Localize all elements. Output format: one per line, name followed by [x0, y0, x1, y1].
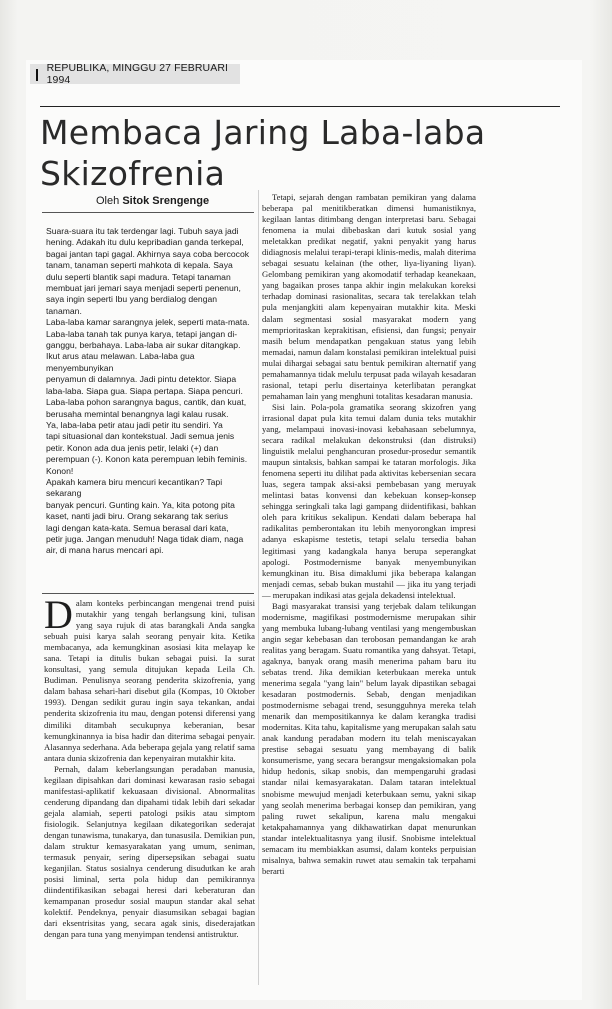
poem-line: Suara-suara itu tak terdengar lagi. Tubuh saya jadi [46, 226, 239, 236]
article-paragraph: Sisi lain. Pola-pola gramatika seorang skizofren yang irrasional dapat pula kita temui dalam dunia teks mutakhir yang, melampaui inovasi-inovasi kebahasaan sebelumnya, secara radikal melakukan dekonstruksi (dan distruksi) linguistik melalui penghancuran prosedur-prosedur semantik maupun sintaksis, bahkan sampai ke tataran morfologis. Jika fenomena seperti itu dilihat pada aktivitas kebersenian secara luas, segera tampak aksi-aksi pembebasan yang meruyak melintasi batas konvensi dan kebekuan konsep-konsep sehingga seringkali taka lagi gampang diidentifikasi, bahkan oleh para kritikus sekalipun. Kendati dalam beberapa hal radikalitas pemberontakan itu lebih menyorongkan impresi adanya eskapisme testetis, tetapi selalu tersedia bahan legitimasi yang kadangkala hanya berupa seperangkat apologi. Postmodernisme banyak menyembunyikan kemungkinan itu. Bisa dimaklumi jika beberapa kalangan menjadi cemas, sebab bukan mustahil — jika itu yang terjadi — merupakan indikasi atas gejala dekadensi intelektual. [262, 401, 476, 600]
poem-line: laba-laba. Siapa gua. Siapa pertapa. Siapa pencuri. [46, 385, 243, 396]
poem-line: Ikut arus atau melawan. Laba-laba gua [46, 351, 195, 362]
article-paragraph: Tetapi, sejarah dengan rambatan pemikiran yang dalama beberapa pal menitikberatkan dimensi humanistiknya, kegilaan lantas ditimbang dengan interpretasi baru. Sebagai fenomena ia mulai dibebaskan dari kutuk sosial yang meletakkan predikat negatif, yakni penyakit yang harus didiagnosis melalui terapi-terapi klinis-medis, malah diterima sebagai sesuatu kelainan (the other, liya-liyaning liyan). Gelombang pemikiran yang akomodatif terhadap keanekaan, yang bagaikan proses tanpa akhir ingin melakukan koreksi terhadap dominasi rasionalitas, secara tak terelakkan telah pula menjangkiti alam kepenyairan mutakhir kita. Meski dalam segmentasi sosial masyarakat modern yang memprioritaskan keprakitisan, efisiensi, dan fungsi; penyair masih belum mendapatkan pengakuan status yang lebih memadai, namun dalam konstalasi pemikiran intelektual puisi mulai dihargai sebagai satu bentuk pemikiran alternatif yang pemahamannya tidak melulu terpusat pada wilayah kesadaran rasional, tetapi perlu disertainya keterlibatan perangkat pemahaman lain yang menghuni totalitas kesadaran manusia. [262, 192, 476, 401]
poem-line: Konon! [46, 465, 74, 476]
poem-line: sekarang [46, 488, 82, 499]
poem-line: saya ingin seperti Ibu yang berdialog dengan [46, 294, 218, 305]
poem-line: dulu seperti blantik sapi madura. Tetapi tanaman [46, 271, 231, 282]
poem-line: bagai jantan tapi gagal. Akhirnya saya coba bercocok [46, 248, 250, 259]
newspaper-masthead [30, 64, 240, 84]
poem-line: tanaman. [46, 305, 82, 316]
poem-line: petir juga. Jangan menuduh! Naga tidak diam, naga [46, 533, 244, 544]
poem-line: kaset, nanti jadi biru. Orang sekarang tak serius [46, 511, 228, 522]
poem-line: Apakah kamera biru mencuri kecantikan? Tapi [46, 476, 223, 487]
poem-line: Ya, laba-laba petir atau jadi petir itu sendiri. Ya [46, 419, 223, 430]
poem-line: membuat jari jemari saya menjadi seperti penenun, [46, 283, 241, 294]
poem-line: air, di mana harus mencari api. [46, 545, 164, 556]
poem-line: Laba-laba tanah tak punya karya, tetapi jangan di- [46, 328, 238, 339]
republika-logo-mark [36, 69, 44, 81]
headline-rule [40, 106, 560, 107]
poem-line: Laba-laba kamar sarangnya jelek, seperti mata-mata. [46, 317, 250, 328]
article-headline: Membaca Jaring Laba-laba Skizofrenia [40, 113, 486, 193]
poem-line: tanam, tanaman seperti mahkota di kepala. Saya [46, 260, 233, 271]
quoted-patient-letter [46, 226, 256, 557]
poem-line: perempuan (-). Konon kata perempuan lebih feminis. [46, 454, 248, 465]
poem-line: petir. Konon ada dua jenis petir, lelaki (+) dan [46, 442, 219, 453]
poem-line: menyembunyikan [46, 362, 114, 373]
article-column-left [44, 592, 255, 940]
poem-line: lagi dengan kata-kata. Semua berasal dari kata, [46, 522, 229, 533]
byline-prefix: Oleh [96, 195, 120, 207]
poem-line: penyamun di dalamnya. Jadi pintu detektor. Siapa [46, 374, 237, 385]
poem-line: tapi situasional dan kontekstual. Jadi semua jenis [46, 431, 235, 442]
poem-line: Laba-laba pohon sarangnya bagus, cantik, dan kuat, [46, 397, 247, 408]
byline [96, 195, 209, 207]
poem-line: berusaha memintal benangnya lagi kalau rusak. [46, 408, 229, 419]
article-column-right [262, 192, 476, 877]
article-paragraph: Bagi masyarakat transisi yang terjebak dalam telikungan modernisme, magifikasi postmodernisme merupakan sihir yang membuka lubang-lubang ventilasi yang mengembuskan angin segar kebebasan dan terobosan pemandangan ke arah realitas yang beragam. Suatu romantika yang dahsyat. Tetapi, agaknya, banyak orang masih menerima paham baru itu sebatas trend. Jika demikian keterbukaan mereka untuk menerima segala "yang lain" belum layak dipastikan sebagai kesadaran postmodernis. Sebab, dengan menjadikan postmodernisme sebagai trend, sesungguhnya mereka telah menarik dan mempositikannya ke dalam kerangka tradisi modernitas. Kita tahu, kapitalisme yang merupakan salah satu anak kandung peradaban modern itu telah meniscayakan prestise sebagai sesuatu yang membayang di balik konsumerisme, yang secara berangsur mengaksiomakan pola hidup hedonis, sikap snobis, dan mempengaruhi gradasi standar nilai kemasyarakatan. Dalam tataran intelektual snobisme mewujud menjadi keterbukaan semu, yakni sikap yang seolah menerima berbagai konsep dan pemikiran, yang paling ruwet sekalipun, karena malu mengakui ketakpahamannya yang dikhawatirkan dapat menurunkan standar intelektualitasnya yang ilusif. Snobisme intelektual semacam itu membiakkan asumsi, dalam konteks perpuisian misalnya, bahwa semakin ruwet atau semakin tak terpahami berarti [262, 600, 476, 876]
masthead-text: REPUBLIKA, MINGGU 27 FEBRUARI 1994 [46, 62, 229, 86]
article-paragraph: Pernah, dalam keberlangsungan peradaban manusia, kegilaan dipisahkan dari dominasi kewarasan rasio sebagai manifestasi-aplikatif kekuasaan divisional. Abnormalitas cenderung dipandang dan dipahami tidak lebih dari sekadar gejala alamiah, seperti patologi psikis atau simptom fisiologik. Selanjutnya kegilaan dikategorikan sederajat dengan tunawisma, tunakarya, dan tunasusila. Demikian pun, dalam struktur kemasyarakatan yang umum, seniman, termasuk penyair, sering dipersepsikan sebagai suatu keganjilan. Status sosialnya cenderung disudutkan ke arah posisi liminal, serta pola hidup dan pemikirannya diindentifikasikan sebagai heresi dari keberaturan dan kemampanan prosedur sosial maupun standar akal sehat kolektif. Pendeknya, penyair diasumsikan sebagai bagian dari eksentrisitas yang, secara agak sinis, disederajatkan dengan para tuna yang menyimpan tendensi antistruktur. [44, 763, 255, 940]
article-paragraph: Dalam konteks perbincangan mengenai trend puisi mutakhir yang tengah berlangsung kini, tulisan yang saya rujuk di atas barangkali Anda sangka sebuah puisi karya salah seorang penyair kita. Ketika membacanya, ada kemungkinan asosiasi kita melayap ke sana. Tetapi ia ditulis bukan sebagai puisi. Ia surat konsultasi, yang semula ditujukan kepada Leila Ch. Budiman. Penulisnya seorang penderita skizofrenia, yang dalam bahasa sehari-hari disebut gila (Kompas, 10 Oktober 1993). Dengan sedikit gurau ingin saya tekankan, andai penderita skizofrenia itu mau, dengan potensi diferensi yang dimiliki ditambah secukupnya keberanian, besar kemungkinannya ia bisa hadir dan diterima sebagai penyair. Alasannya sederhana. Ada beberapa gejala yang relatif sama antara dunia skizofrenia dan kepenyairan mutakhir kita. [44, 592, 255, 763]
poem-line: ganggu, berbahaya. Laba-laba air sukar ditangkap. [46, 340, 241, 351]
poem-line: hening. Adakah itu dulu kepribadian ganda terkepal, [46, 237, 244, 248]
column-divider [258, 190, 259, 985]
poem-line: banyak pencuri. Gunting kain. Ya, kita potong pita [46, 499, 235, 510]
author-name: Sitok Srengenge [122, 195, 210, 207]
